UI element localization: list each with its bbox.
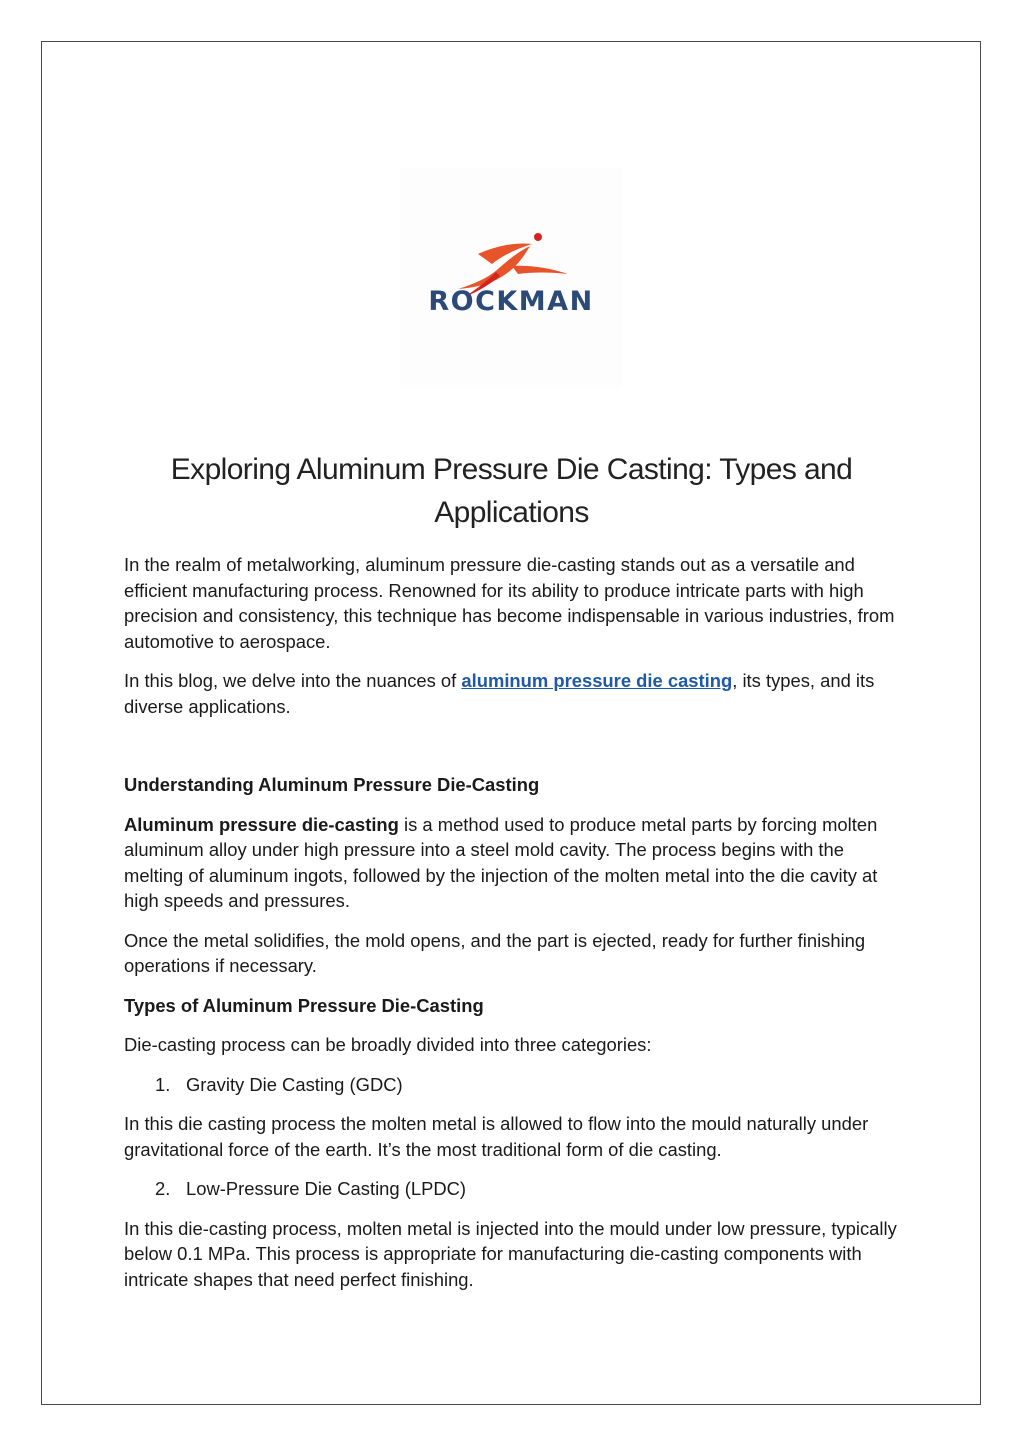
intro-text-before: In this blog, we delve into the nuances of [124,670,462,691]
types-intro: Die-casting process can be broadly divided into three categories: [124,1034,652,1055]
intro-paragraph: In the realm of metalworking, aluminum pressure die-casting stands out as a versatile and efficient manufacturing process. Renowned for its ability to produce intricate parts with high precision and consistency, this technique has become indispensable in various industries, from automotive to aerospace. [124,554,895,652]
section1-paragraph-1-text: is a method used to produce metal parts by forcing molten aluminum alloy under high pressure into a steel mold cavity. The process begins with the melting of aluminum ingots, followed by the injection of the molten metal into the die cavity at high speeds and pressures. [124,813,878,911]
aluminum-die-casting-link[interactable]: aluminum pressure die casting [461,670,733,691]
list-item-label: Gravity Die Casting (GDC) [186,1073,403,1095]
list-item-number: 2. [155,1178,171,1199]
page-title: Exploring Aluminum Pressure Die Casting: Types and Applications [170,453,853,529]
list-item-description: In this die-casting process, molten metal is injected into the mould under low pressure, typically below 0.1 MPa. This process is appropriate for manufacturing die-casting components with intricate shapes that need perfect finishing. [124,1217,897,1290]
list-item [124,1176,904,1202]
section1-bold-term: Aluminum pressure die-casting [124,813,399,835]
list-item-label: Low-Pressure Die Casting (LPDC) [186,1178,467,1199]
runner-swoosh-logo-icon [400,168,622,388]
section-heading-understanding: Understanding Aluminum Pressure Die-Casting [124,774,540,795]
article-body [124,552,904,1306]
intro-link-paragraph [124,668,904,719]
section1-paragraph-1 [124,812,904,914]
logo-brand-text: ROCKMAN [428,286,594,317]
section-heading-types: Types of Aluminum Pressure Die-Casting [124,994,484,1016]
list-item [124,1072,904,1098]
section1-paragraph-2: Once the metal solidifies, the mold opens, and the part is ejected, ready for further finishing operations if necessary. [124,929,866,976]
list-item-number: 1. [155,1073,171,1095]
company-logo [400,168,622,388]
intro-text-after: , its types, and its diverse applications. [124,670,875,717]
list-item-description: In this die casting process the molten metal is allowed to flow into the mould naturally under gravitational force of the earth. It’s the most traditional form of die casting. [124,1113,869,1160]
